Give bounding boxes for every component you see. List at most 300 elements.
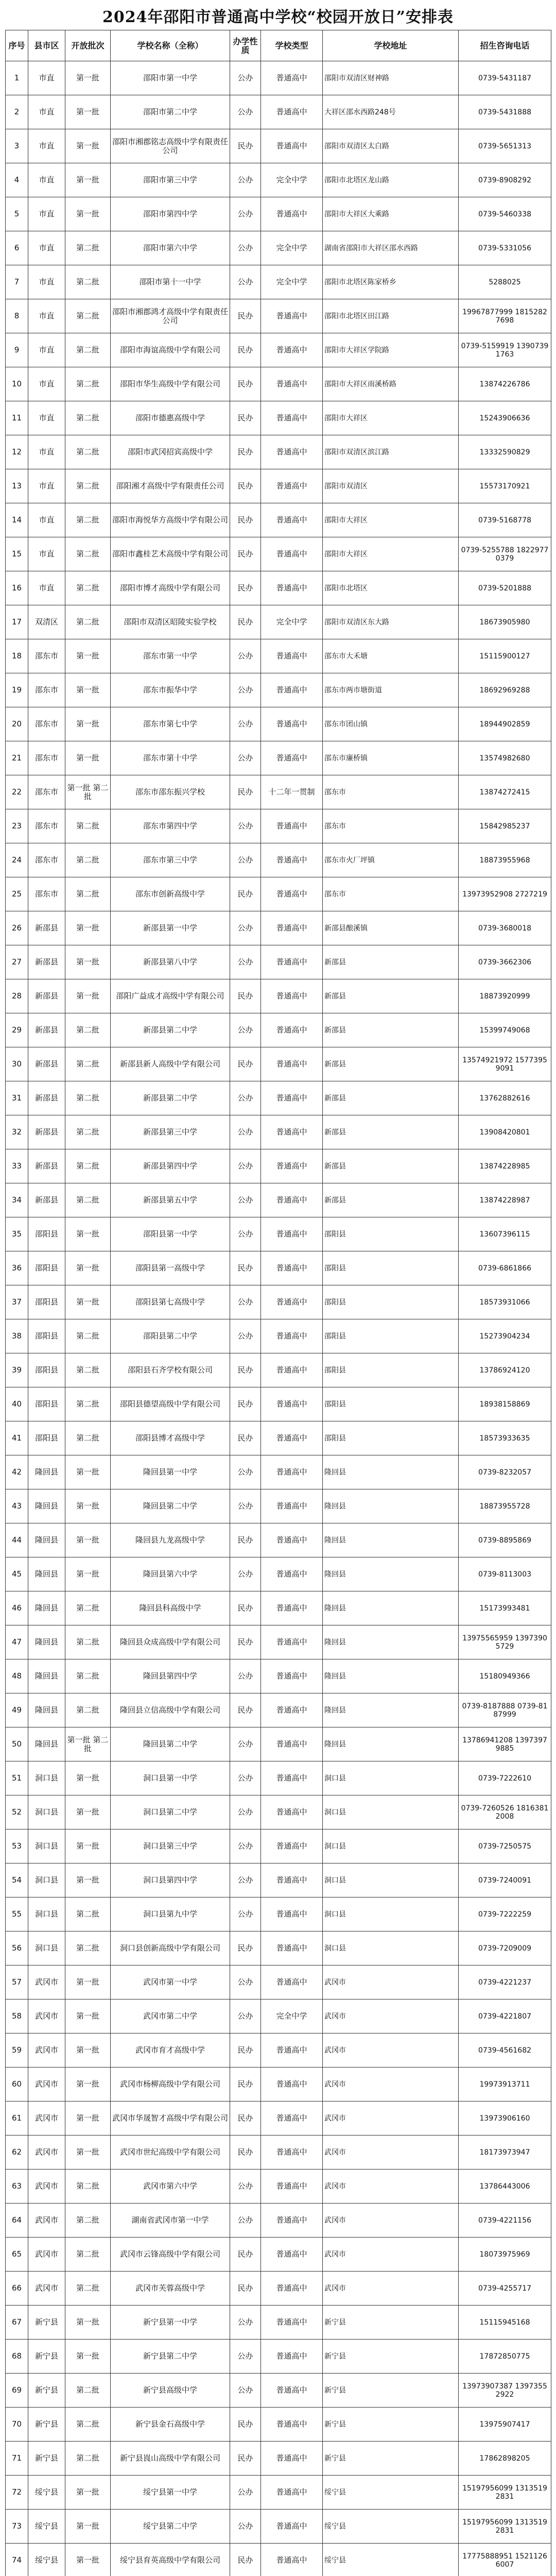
cell-type: 普通高中 [261, 741, 323, 775]
cell-type: 普通高中 [261, 1319, 323, 1353]
cell-school: 邵阳市湘郡鸿才高级中学有限责任公司 [111, 299, 230, 333]
cell-address: 武冈市 [323, 2272, 459, 2306]
cell-batch: 第二批 [65, 265, 111, 299]
cell-nature: 公办 [230, 1149, 261, 1183]
cell-nature: 公办 [230, 1557, 261, 1591]
cell-batch: 第二批 [65, 2442, 111, 2476]
cell-address: 邵东市大禾塘 [323, 639, 459, 673]
cell-school: 隆回县九龙高级中学 [111, 1523, 230, 1557]
cell-batch: 第一批 [65, 2102, 111, 2136]
cell-phone: 15273904234 [459, 1319, 551, 1353]
cell-address: 邵东市 [323, 775, 459, 809]
cell-type: 普通高中 [261, 1013, 323, 1047]
cell-school: 邵东市第七中学 [111, 707, 230, 741]
cell-school: 新邵县第五中学 [111, 1183, 230, 1217]
table-row [6, 2272, 551, 2306]
table-row [6, 2510, 551, 2544]
column-header-nature: 办学性质 [230, 30, 261, 61]
cell-county: 武冈市 [28, 2170, 65, 2204]
cell-school: 邵阳县第二中学 [111, 1319, 230, 1353]
cell-batch: 第二批 [65, 843, 111, 877]
cell-phone: 0739-7250575 [459, 1829, 551, 1863]
cell-address: 邵东市两市塘街道 [323, 673, 459, 707]
table-row [6, 1455, 551, 1489]
cell-school: 新宁县第二中学 [111, 2340, 230, 2374]
cell-school: 洞口县第一中学 [111, 1761, 230, 1795]
cell-index: 60 [6, 2067, 28, 2102]
cell-index: 33 [6, 1149, 28, 1183]
cell-type: 普通高中 [261, 2170, 323, 2204]
cell-nature: 公办 [230, 265, 261, 299]
cell-phone: 0739-4255717 [459, 2272, 551, 2306]
cell-phone: 0739-4561682 [459, 2033, 551, 2067]
cell-address: 隆回县 [323, 1659, 459, 1693]
cell-index: 3 [6, 129, 28, 163]
cell-school: 邵阳湘才高级中学有限责任公司 [111, 469, 230, 503]
cell-phone: 0739-7240091 [459, 1863, 551, 1897]
table-row [6, 1081, 551, 1115]
cell-phone: 18938158869 [459, 1387, 551, 1421]
cell-nature: 民办 [230, 299, 261, 333]
cell-phone: 17775888951 15211266007 [459, 2544, 551, 2576]
cell-type: 普通高中 [261, 2033, 323, 2067]
cell-type: 普通高中 [261, 877, 323, 911]
cell-batch: 第一批 第二批 [65, 775, 111, 809]
cell-nature: 民办 [230, 129, 261, 163]
cell-index: 43 [6, 1489, 28, 1523]
cell-address: 武冈市 [323, 2238, 459, 2272]
cell-phone: 18673905980 [459, 605, 551, 639]
table-row [6, 1591, 551, 1625]
cell-address: 隆回县 [323, 1455, 459, 1489]
cell-school: 新邵县第二中学 [111, 1081, 230, 1115]
cell-batch: 第一批 [65, 1965, 111, 1999]
cell-address: 大祥区邵水西路248号 [323, 95, 459, 129]
table-row [6, 1931, 551, 1965]
cell-batch: 第二批 [65, 1047, 111, 1081]
cell-batch: 第一批 [65, 911, 111, 945]
cell-type: 普通高中 [261, 2442, 323, 2476]
table-row [6, 741, 551, 775]
cell-nature: 公办 [230, 639, 261, 673]
cell-phone: 18173973947 [459, 2136, 551, 2170]
cell-school: 隆回县科高级中学 [111, 1591, 230, 1625]
cell-index: 29 [6, 1013, 28, 1047]
cell-type: 普通高中 [261, 673, 323, 707]
cell-county: 新邵县 [28, 1081, 65, 1115]
table-row [6, 1693, 551, 1727]
table-row [6, 231, 551, 265]
cell-index: 57 [6, 1965, 28, 1999]
cell-index: 24 [6, 843, 28, 877]
cell-nature: 民办 [230, 1591, 261, 1625]
cell-address: 洞口县 [323, 1829, 459, 1863]
cell-type: 普通高中 [261, 401, 323, 435]
cell-address: 武冈市 [323, 1999, 459, 2033]
cell-nature: 公办 [230, 2306, 261, 2340]
cell-type: 普通高中 [261, 2272, 323, 2306]
cell-phone: 0739-5159919 13907391763 [459, 333, 551, 367]
cell-school: 洞口县第四中学 [111, 1863, 230, 1897]
cell-index: 38 [6, 1319, 28, 1353]
cell-index: 14 [6, 503, 28, 537]
cell-phone: 13975565959 13973905729 [459, 1625, 551, 1659]
cell-index: 7 [6, 265, 28, 299]
cell-index: 11 [6, 401, 28, 435]
cell-index: 36 [6, 1251, 28, 1285]
cell-address: 隆回县 [323, 1523, 459, 1557]
table-row [6, 639, 551, 673]
cell-county: 邵东市 [28, 639, 65, 673]
cell-index: 30 [6, 1047, 28, 1081]
cell-type: 普通高中 [261, 809, 323, 843]
column-header-index: 序号 [6, 30, 28, 61]
cell-address: 邵阳县 [323, 1285, 459, 1319]
cell-batch: 第二批 [65, 1319, 111, 1353]
cell-county: 市直 [28, 265, 65, 299]
cell-county: 新邵县 [28, 1149, 65, 1183]
cell-batch: 第一批 [65, 707, 111, 741]
table-row [6, 1251, 551, 1285]
cell-county: 新邵县 [28, 911, 65, 945]
cell-county: 隆回县 [28, 1693, 65, 1727]
cell-county: 邵阳县 [28, 1251, 65, 1285]
cell-batch: 第二批 [65, 2170, 111, 2204]
cell-type: 普通高中 [261, 1727, 323, 1761]
table-row [6, 2544, 551, 2576]
cell-type: 普通高中 [261, 1115, 323, 1149]
cell-phone: 0739-3680018 [459, 911, 551, 945]
cell-school: 邵东市第三中学 [111, 843, 230, 877]
cell-nature: 民办 [230, 1251, 261, 1285]
table-row [6, 673, 551, 707]
cell-address: 隆回县 [323, 1693, 459, 1727]
column-header-type: 学校类型 [261, 30, 323, 61]
cell-index: 12 [6, 435, 28, 469]
cell-phone: 13973952908 2727219 [459, 877, 551, 911]
cell-index: 27 [6, 945, 28, 979]
cell-phone: 0739-8908292 [459, 163, 551, 197]
cell-batch: 第二批 [65, 1183, 111, 1217]
cell-index: 25 [6, 877, 28, 911]
cell-address: 邵阳县 [323, 1251, 459, 1285]
cell-school: 新宁县高级中学 [111, 2374, 230, 2408]
cell-nature: 公办 [230, 707, 261, 741]
cell-index: 44 [6, 1523, 28, 1557]
cell-batch: 第二批 [65, 333, 111, 367]
cell-nature: 公办 [230, 809, 261, 843]
cell-type: 普通高中 [261, 333, 323, 367]
cell-phone: 0739-7222259 [459, 1897, 551, 1931]
table-row [6, 537, 551, 571]
cell-school: 新邵县第四中学 [111, 1149, 230, 1183]
cell-nature: 民办 [230, 1625, 261, 1659]
table-row [6, 2408, 551, 2442]
cell-school: 隆回县第二中学 [111, 1489, 230, 1523]
cell-address: 邵阳市双清区滨江路 [323, 435, 459, 469]
cell-address: 武冈市 [323, 2102, 459, 2136]
cell-nature: 民办 [230, 2033, 261, 2067]
cell-type: 普通高中 [261, 129, 323, 163]
cell-batch: 第二批 [65, 2374, 111, 2408]
cell-nature: 公办 [230, 1795, 261, 1829]
cell-batch: 第一批 [65, 2306, 111, 2340]
cell-school: 隆回县第六中学 [111, 1557, 230, 1591]
cell-school: 新邵县第八中学 [111, 945, 230, 979]
cell-school: 邵阳县第一中学 [111, 1217, 230, 1251]
cell-type: 普通高中 [261, 2340, 323, 2374]
cell-batch: 第二批 [65, 299, 111, 333]
table-row [6, 945, 551, 979]
cell-index: 17 [6, 605, 28, 639]
cell-county: 市直 [28, 571, 65, 605]
cell-nature: 公办 [230, 197, 261, 231]
cell-index: 16 [6, 571, 28, 605]
cell-batch: 第一批 [65, 129, 111, 163]
cell-type: 普通高中 [261, 571, 323, 605]
cell-nature: 民办 [230, 537, 261, 571]
cell-county: 新邵县 [28, 945, 65, 979]
table-row [6, 1897, 551, 1931]
cell-phone: 0739-6861866 [459, 1251, 551, 1285]
cell-batch: 第二批 [65, 1591, 111, 1625]
cell-type: 普通高中 [261, 1421, 323, 1455]
cell-nature: 民办 [230, 333, 261, 367]
cell-county: 新邵县 [28, 1115, 65, 1149]
cell-county: 武冈市 [28, 2136, 65, 2170]
cell-school: 邵东市创新高级中学 [111, 877, 230, 911]
cell-school: 武冈市世纪高级中学有限公司 [111, 2136, 230, 2170]
cell-nature: 公办 [230, 1455, 261, 1489]
cell-address: 隆回县 [323, 1727, 459, 1761]
table-row [6, 1047, 551, 1081]
cell-nature: 公办 [230, 1489, 261, 1523]
cell-nature: 公办 [230, 673, 261, 707]
table-row [6, 1863, 551, 1897]
cell-county: 新邵县 [28, 979, 65, 1013]
cell-type: 普通高中 [261, 1081, 323, 1115]
cell-county: 绥宁县 [28, 2544, 65, 2576]
cell-address: 武冈市 [323, 2136, 459, 2170]
cell-phone: 0739-7209009 [459, 1931, 551, 1965]
cell-phone: 15573170921 [459, 469, 551, 503]
cell-phone: 15243906636 [459, 401, 551, 435]
cell-phone: 13786941208 13973979885 [459, 1727, 551, 1761]
cell-phone: 13973906160 [459, 2102, 551, 2136]
cell-phone: 13973907387 13973552922 [459, 2374, 551, 2408]
table-row [6, 1727, 551, 1761]
cell-batch: 第二批 [65, 2238, 111, 2272]
cell-county: 邵东市 [28, 775, 65, 809]
cell-county: 市直 [28, 333, 65, 367]
cell-phone: 13786443006 [459, 2170, 551, 2204]
cell-index: 66 [6, 2272, 28, 2306]
cell-school: 邵阳广益成才高级中学有限公司 [111, 979, 230, 1013]
cell-nature: 民办 [230, 1387, 261, 1421]
cell-batch: 第二批 [65, 1421, 111, 1455]
cell-phone: 13874226786 [459, 367, 551, 401]
cell-type: 普通高中 [261, 1761, 323, 1795]
cell-county: 市直 [28, 129, 65, 163]
cell-address: 洞口县 [323, 1863, 459, 1897]
cell-school: 武冈市第二中学 [111, 1999, 230, 2033]
cell-county: 邵东市 [28, 843, 65, 877]
cell-nature: 民办 [230, 2272, 261, 2306]
cell-nature: 公办 [230, 1319, 261, 1353]
cell-index: 51 [6, 1761, 28, 1795]
cell-school: 新宁县第一中学 [111, 2306, 230, 2340]
cell-address: 新宁县 [323, 2306, 459, 2340]
cell-address: 邵东市团山镇 [323, 707, 459, 741]
cell-index: 50 [6, 1727, 28, 1761]
cell-school: 邵阳县博才高级中学 [111, 1421, 230, 1455]
table-row [6, 1115, 551, 1149]
cell-phone: 13874272415 [459, 775, 551, 809]
cell-index: 65 [6, 2238, 28, 2272]
cell-batch: 第二批 [65, 877, 111, 911]
cell-phone: 0739-5431187 [459, 61, 551, 95]
cell-nature: 公办 [230, 1965, 261, 1999]
table-row [6, 1217, 551, 1251]
cell-index: 13 [6, 469, 28, 503]
page-title: 2024年邵阳市普通高中学校“校园开放日”安排表 [102, 8, 454, 26]
cell-batch: 第二批 [65, 469, 111, 503]
table-row [6, 843, 551, 877]
cell-address: 隆回县 [323, 1489, 459, 1523]
cell-batch: 第一批 [65, 741, 111, 775]
cell-index: 18 [6, 639, 28, 673]
cell-phone: 0739-5255788 18229770379 [459, 537, 551, 571]
cell-nature: 民办 [230, 2238, 261, 2272]
cell-county: 市直 [28, 163, 65, 197]
column-header-batch: 开放批次 [65, 30, 111, 61]
table-row [6, 1761, 551, 1795]
cell-address: 邵阳市大祥区 [323, 537, 459, 571]
cell-phone: 5288025 [459, 265, 551, 299]
cell-type: 普通高中 [261, 1965, 323, 1999]
cell-nature: 公办 [230, 1999, 261, 2033]
cell-address: 新宁县 [323, 2340, 459, 2374]
cell-batch: 第二批 [65, 537, 111, 571]
schedule-table [5, 30, 551, 2576]
cell-batch: 第一批 [65, 2136, 111, 2170]
cell-school: 邵阳县石齐学校有限公司 [111, 1353, 230, 1387]
cell-phone: 15115945168 [459, 2306, 551, 2340]
cell-school: 邵阳市华生高级中学有限公司 [111, 367, 230, 401]
cell-school: 邵阳市第六中学 [111, 231, 230, 265]
cell-address: 邵东市 [323, 809, 459, 843]
cell-phone: 17872850775 [459, 2340, 551, 2374]
table-row [6, 299, 551, 333]
cell-index: 68 [6, 2340, 28, 2374]
table-row [6, 469, 551, 503]
cell-county: 隆回县 [28, 1727, 65, 1761]
table-row [6, 605, 551, 639]
cell-nature: 民办 [230, 877, 261, 911]
cell-batch: 第一批 [65, 1999, 111, 2033]
cell-index: 71 [6, 2442, 28, 2476]
cell-phone: 13762882616 [459, 1081, 551, 1115]
cell-nature: 民办 [230, 503, 261, 537]
cell-type: 普通高中 [261, 2476, 323, 2510]
cell-index: 21 [6, 741, 28, 775]
cell-address: 洞口县 [323, 1897, 459, 1931]
cell-county: 邵阳县 [28, 1217, 65, 1251]
table-row [6, 333, 551, 367]
cell-address: 邵阳市大祥区学院路 [323, 333, 459, 367]
cell-county: 绥宁县 [28, 2510, 65, 2544]
cell-school: 武冈市芙蓉高级中学 [111, 2272, 230, 2306]
cell-nature: 公办 [230, 741, 261, 775]
cell-phone: 13975907417 [459, 2408, 551, 2442]
cell-phone: 0739-5651313 [459, 129, 551, 163]
cell-school: 邵阳市湘郡铭志高级中学有限责任公司 [111, 129, 230, 163]
cell-index: 5 [6, 197, 28, 231]
cell-type: 完全中学 [261, 163, 323, 197]
cell-nature: 公办 [230, 911, 261, 945]
cell-type: 普通高中 [261, 707, 323, 741]
cell-school: 隆回县第二中学 [111, 1727, 230, 1761]
cell-index: 4 [6, 163, 28, 197]
cell-county: 新宁县 [28, 2306, 65, 2340]
cell-type: 普通高中 [261, 1625, 323, 1659]
cell-school: 邵阳市海谊高级中学有限公司 [111, 333, 230, 367]
cell-county: 新宁县 [28, 2442, 65, 2476]
cell-county: 武冈市 [28, 2238, 65, 2272]
cell-index: 23 [6, 809, 28, 843]
table-row [6, 571, 551, 605]
cell-batch: 第一批 [65, 639, 111, 673]
cell-address: 新邵县 [323, 1183, 459, 1217]
cell-index: 20 [6, 707, 28, 741]
cell-school: 武冈市华晟智才高级中学有限公司 [111, 2102, 230, 2136]
cell-type: 普通高中 [261, 1251, 323, 1285]
cell-index: 62 [6, 2136, 28, 2170]
table-row [6, 2067, 551, 2102]
cell-nature: 公办 [230, 2510, 261, 2544]
cell-type: 普通高中 [261, 1659, 323, 1693]
cell-county: 武冈市 [28, 2102, 65, 2136]
cell-address: 邵阳市北塔区田江路 [323, 299, 459, 333]
cell-type: 普通高中 [261, 2136, 323, 2170]
cell-nature: 公办 [230, 1727, 261, 1761]
cell-nature: 公办 [230, 2204, 261, 2238]
cell-nature: 民办 [230, 2442, 261, 2476]
table-row [6, 1557, 551, 1591]
cell-nature: 公办 [230, 1217, 261, 1251]
cell-index: 63 [6, 2170, 28, 2204]
cell-school: 武冈市云锋高级中学有限公司 [111, 2238, 230, 2272]
cell-nature: 民办 [230, 1693, 261, 1727]
cell-school: 新邵县新人高级中学有限公司 [111, 1047, 230, 1081]
cell-nature: 民办 [230, 2067, 261, 2102]
cell-phone: 0739-4221237 [459, 1965, 551, 1999]
cell-phone: 13574921972 15773959091 [459, 1047, 551, 1081]
table-row [6, 2033, 551, 2067]
cell-nature: 公办 [230, 1081, 261, 1115]
cell-type: 普通高中 [261, 1489, 323, 1523]
cell-phone: 18873920999 [459, 979, 551, 1013]
cell-index: 47 [6, 1625, 28, 1659]
cell-school: 邵阳市德惠高级中学 [111, 401, 230, 435]
cell-type: 普通高中 [261, 1693, 323, 1727]
cell-type: 完全中学 [261, 1999, 323, 2033]
cell-batch: 第二批 [65, 503, 111, 537]
cell-index: 35 [6, 1217, 28, 1251]
column-header-school: 学校名称（全称） [111, 30, 230, 61]
cell-county: 市直 [28, 95, 65, 129]
cell-type: 普通高中 [261, 367, 323, 401]
